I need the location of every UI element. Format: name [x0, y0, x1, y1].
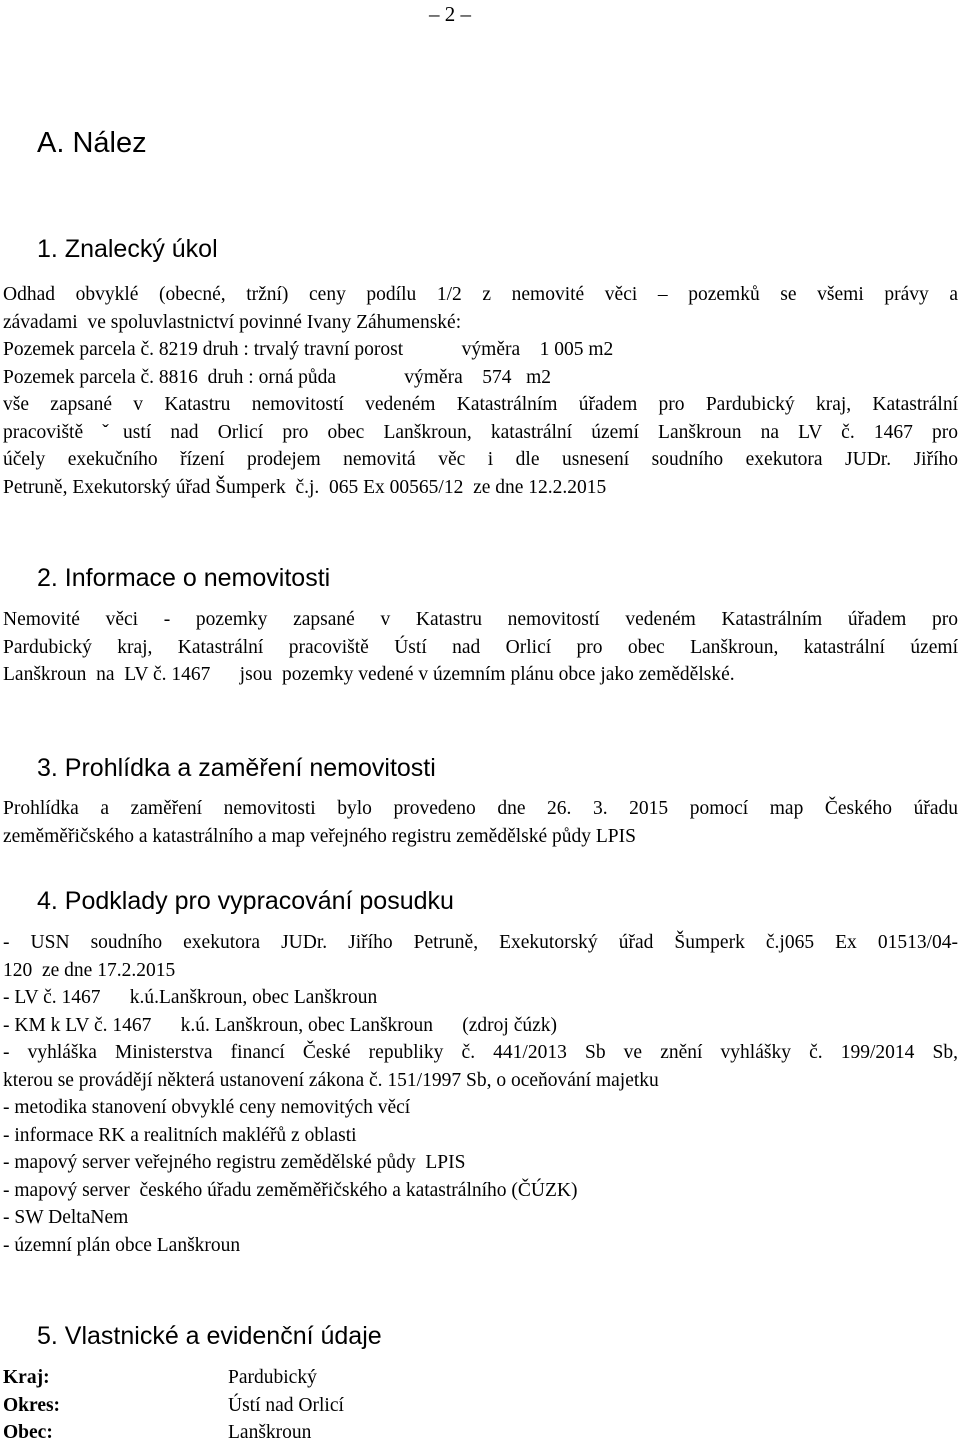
- list-item: - KM k LV č. 1467 k.ú. Lanškroun, obec Lanškroun (zdroj čúzk): [3, 1014, 558, 1036]
- list-item: - mapový server veřejného registru zemědělské půdy LPIS: [3, 1152, 466, 1173]
- list-item: - informace RK a realitních makléřů z oblasti: [3, 1124, 357, 1146]
- text-line: Lanškroun na LV č. 1467 jsou pozemky vedené v územním plánu obce jako zemědělské.: [3, 664, 735, 685]
- text-line: Prohlídka a zaměření nemovitosti bylo provedeno dne 26. 3. 2015 pomocí map Českého úřadu: [3, 798, 958, 819]
- list-item: - územní plán obce Lanškroun: [3, 1234, 241, 1256]
- list-item: - vyhláška Ministerstva financí České republiky č. 441/2013 Sb ve znění vyhlášky č. 199/2014 Sb,: [3, 1042, 958, 1063]
- property-details: [3, 1364, 503, 1447]
- section-2-heading: 2. Informace o nemovitosti: [37, 564, 331, 592]
- text-line: pracoviště ˇustí nad Orlicí pro obec Lanškroun, katastrální území Lanškroun na LV č. 1467 pro: [3, 421, 958, 443]
- detail-value: Lanškroun: [228, 1422, 312, 1443]
- detail-value: Ústí nad Orlicí: [228, 1394, 344, 1416]
- text-line: vše zapsané v Katastru nemovitostí vedeném Katastrálním úřadem pro Pardubický kraj, Katastrální: [3, 394, 958, 415]
- detail-row-okres: [3, 1392, 503, 1420]
- text-line: účely exekučního řízení prodejem nemovitá věc i dle usnesení soudního exekutora JUDr. Jiřího: [3, 449, 958, 470]
- section-4-heading: 4. Podklady pro vypracování posudku: [37, 887, 454, 915]
- list-item: kterou se provádějí některá ustanovení zákona č. 151/1997 Sb, o oceňování majetku: [3, 1069, 659, 1091]
- list-item: - SW DeltaNem: [3, 1207, 129, 1228]
- section-3-heading: 3. Prohlídka a zaměření nemovitosti: [37, 754, 436, 782]
- text-line: závadami ve spoluvlastnictví povinné Ivany Záhumenské:: [3, 311, 462, 333]
- document-title: A. Nález: [37, 127, 147, 159]
- section-5-heading: 5. Vlastnické a evidenční údaje: [37, 1322, 382, 1350]
- detail-label: Kraj:: [3, 1367, 50, 1388]
- text-line: Odhad obvyklé (obecné, tržní) ceny podílu 1/2 z nemovité věci – pozemků se všemi právy a: [3, 284, 958, 305]
- section-1-body: [3, 281, 958, 501]
- detail-row-kraj: [3, 1364, 503, 1392]
- detail-value: Pardubický: [228, 1367, 317, 1388]
- list-item: - LV č. 1467 k.ú.Lanškroun, obec Lanškroun: [3, 987, 378, 1008]
- section-3-body: [3, 795, 958, 850]
- section-2-body: [3, 606, 958, 689]
- page-number: – 2 –: [429, 2, 471, 26]
- text-line: Pardubický kraj, Katastrální pracoviště Ústí nad Orlicí pro obec Lanškroun, katastrální území: [3, 636, 958, 658]
- section-1-heading: 1. Znalecký úkol: [37, 235, 218, 263]
- text-line: zeměměřičského a katastrálního a map veřejného registru zemědělské půdy LPIS: [3, 825, 636, 847]
- text-line: Pozemek parcela č. 8219 druh : trvalý travní porost výměra 1 005 m2: [3, 339, 614, 360]
- detail-label: Okres:: [3, 1394, 61, 1416]
- section-4-list: [3, 929, 958, 1259]
- detail-label: Obec:: [3, 1422, 53, 1443]
- text-line: Petruně, Exekutorský úřad Šumperk č.j. 065 Ex 00565/12 ze dne 12.2.2015: [3, 476, 607, 498]
- list-item: 120 ze dne 17.2.2015: [3, 959, 176, 981]
- text-line: Pozemek parcela č. 8816 druh : orná půda výměra 574 m2: [3, 366, 552, 388]
- list-item: - metodika stanovení obvyklé ceny nemovitých věcí: [3, 1097, 411, 1118]
- list-item: - USN soudního exekutora JUDr. Jiřího Petruně, Exekutorský úřad Šumperk č.j065 Ex 01513/04-: [3, 932, 958, 953]
- text-line: Nemovité věci - pozemky zapsané v Katastru nemovitostí vedeném Katastrálním úřadem pro: [3, 609, 958, 630]
- list-item: - mapový server českého úřadu zeměměřičského a katastrálního (ČÚZK): [3, 1179, 578, 1201]
- detail-row-obec: [3, 1419, 503, 1447]
